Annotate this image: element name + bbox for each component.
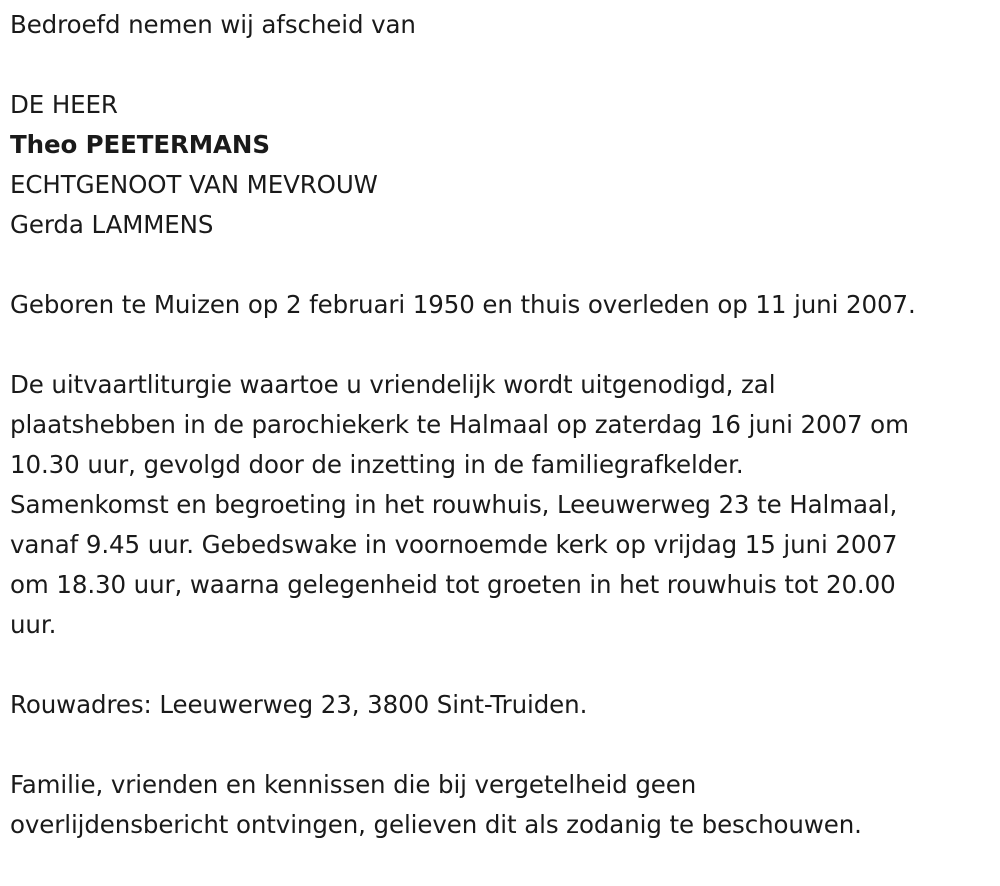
- spouse-name: Gerda LAMMENS: [10, 210, 214, 239]
- title-prefix: DE HEER: [10, 90, 118, 119]
- ceremony-line: om 18.30 uur, waarna gelegenheid tot groeten in het rouwhuis tot 20.00: [10, 570, 896, 599]
- spouse-label: ECHTGENOOT VAN MEVROUW: [10, 170, 378, 199]
- ceremony-line: 10.30 uur, gevolgd door de inzetting in de familiegrafkelder.: [10, 450, 744, 479]
- closing-line: overlijdensbericht ontvingen, gelieven dit als zodanig te beschouwen.: [10, 810, 862, 839]
- address-text: Rouwadres: Leeuwerweg 23, 3800 Sint-Truiden.: [10, 690, 588, 719]
- spacer: [10, 45, 995, 85]
- obituary-document: [10, 0, 995, 845]
- intro-text: Bedroefd nemen wij afscheid van: [10, 10, 416, 39]
- ceremony-line: vanaf 9.45 uur. Gebedswake in voornoemde kerk op vrijdag 15 juni 2007: [10, 530, 898, 559]
- ceremony-line: Samenkomst en begroeting in het rouwhuis, Leeuwerweg 23 te Halmaal,: [10, 490, 898, 519]
- spacer: [10, 645, 995, 685]
- closing-line: Familie, vrienden en kennissen die bij vergetelheid geen: [10, 770, 697, 799]
- spacer: [10, 325, 995, 365]
- closing-paragraph: [10, 765, 995, 845]
- ceremony-paragraph: [10, 365, 995, 645]
- spacer: [10, 725, 995, 765]
- deceased-name: Theo PEETERMANS: [10, 130, 270, 159]
- ceremony-line: uur.: [10, 610, 57, 639]
- birth-death-text: Geboren te Muizen op 2 februari 1950 en thuis overleden op 11 juni 2007.: [10, 290, 916, 319]
- spacer: [10, 245, 995, 285]
- ceremony-line: De uitvaartliturgie waartoe u vriendelijk wordt uitgenodigd, zal: [10, 370, 776, 399]
- ceremony-line: plaatshebben in de parochiekerk te Halmaal op zaterdag 16 juni 2007 om: [10, 410, 909, 439]
